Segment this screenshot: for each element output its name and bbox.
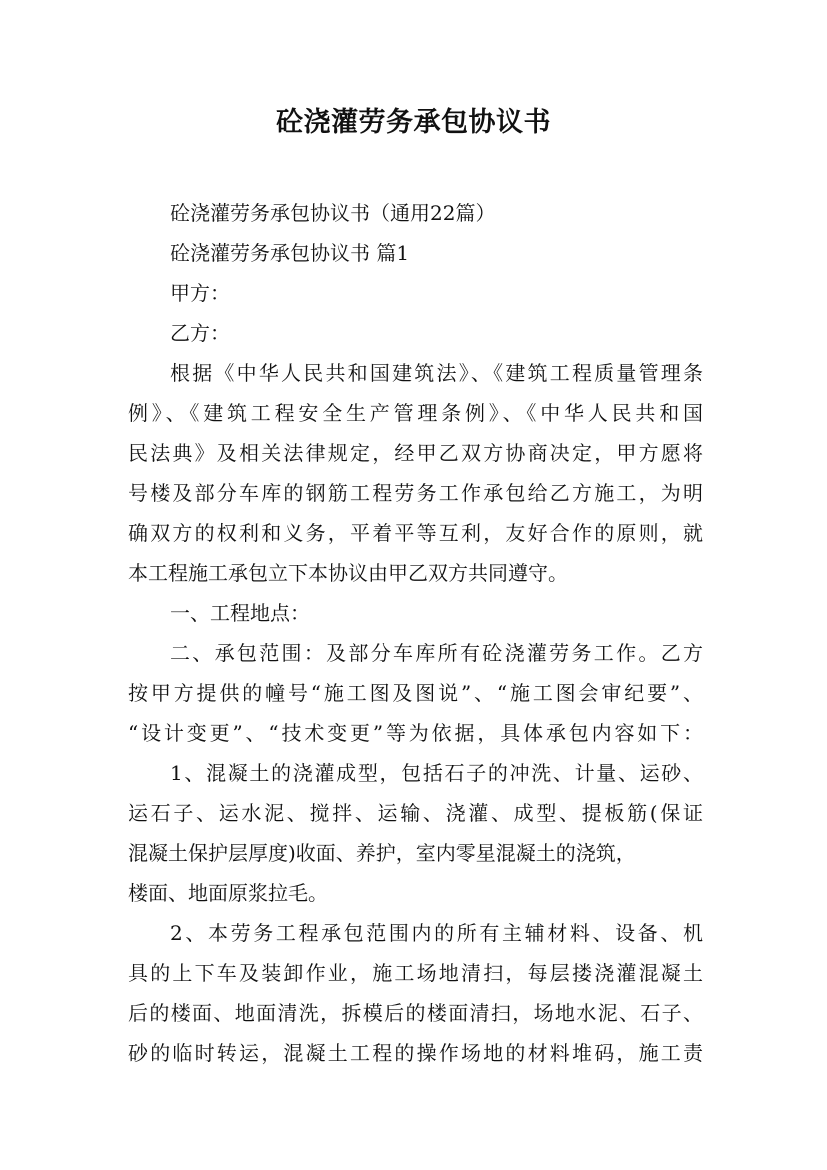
document-title: 砼浇灌劳务承包协议书 <box>276 107 551 138</box>
paragraph-line: “设计变更”、“技术变更”等为依据，具体承包内容如下： <box>128 721 703 745</box>
paragraph-line: 民法典》及相关法律规定，经甲乙双方协商决定，甲方愿将 <box>128 441 703 465</box>
paragraph-line: 二、承包范围：及部分车库所有砼浇灌劳务工作。乙方 <box>170 641 703 665</box>
clause-heading-line: 一、工程地点： <box>170 601 310 625</box>
document-body <box>128 193 703 1073</box>
paragraph-line: 确双方的权利和义务，平着平等互利，友好合作的原则，就 <box>128 521 703 545</box>
paragraph-line: 混凝土保护层厚度)收面、养护，室内零星混凝土的浇筑， <box>128 841 636 865</box>
subtitle-line: 砼浇灌劳务承包协议书（通用22篇） <box>170 201 496 225</box>
paragraph-line: 运石子、运水泥、搅拌、运输、浇灌、成型、提板筋(保证 <box>128 801 703 825</box>
paragraph-line: 本工程施工承包立下本协议由甲乙双方共同遵守。 <box>128 561 568 585</box>
paragraph-line: 例》、《建筑工程安全生产管理条例》、《中华人民共和国 <box>128 401 703 425</box>
paragraph-line: 号楼及部分车库的钢筋工程劳务工作承包给乙方施工，为明 <box>128 481 703 505</box>
paragraph-line: 楼面、地面原浆拉毛。 <box>128 881 328 905</box>
paragraph-line: 2、本劳务工程承包范围内的所有主辅材料、设备、机 <box>170 921 703 945</box>
paragraph-line: 后的楼面、地面清洗，拆模后的楼面清扫，场地水泥、石子、 <box>128 1001 703 1025</box>
party-b-line: 乙方： <box>170 321 230 345</box>
paragraph-line: 根据《中华人民共和国建筑法》、《建筑工程质量管理条 <box>170 361 703 385</box>
paragraph-line: 按甲方提供的幢号“施工图及图说”、“施工图会审纪要”、 <box>128 681 703 705</box>
paragraph-line: 砂的临时转运，混凝土工程的操作场地的材料堆码，施工责 <box>128 1041 703 1065</box>
paragraph-line: 具的上下车及装卸作业，施工场地清扫，每层搂浇灌混凝土 <box>128 961 703 985</box>
party-a-line: 甲方： <box>170 281 230 305</box>
section-heading-line: 砼浇灌劳务承包协议书 篇1 <box>170 241 410 265</box>
paragraph-line: 1、混凝土的浇灌成型，包括石子的冲洗、计量、运砂、 <box>170 761 703 785</box>
